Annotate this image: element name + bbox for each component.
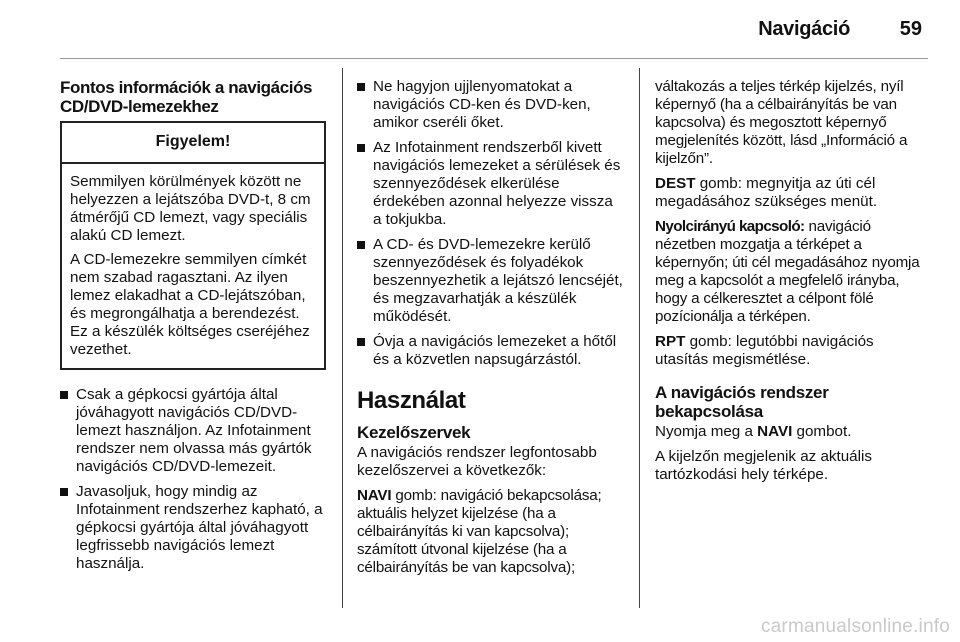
list-item [357, 139, 625, 229]
list-item [357, 333, 625, 369]
dest-key-label: DEST [655, 175, 696, 192]
square-bullet-icon [357, 338, 365, 346]
section-heading-disc-info: Fontos információk a navigációs CD/DVD-lemezekhez [60, 78, 313, 116]
warning-title: Figyelem! [62, 123, 324, 164]
column-1 [60, 78, 326, 580]
navi-key-label: NAVI [357, 487, 392, 504]
square-bullet-icon [357, 83, 365, 91]
page-number: 59 [899, 18, 922, 40]
dest-key-text: gomb: megnyitja az úti cél megadásához szükséges menüt. [655, 175, 878, 210]
disc-care-list [60, 386, 326, 573]
list-item-text: Az Infotainment rendszerből kivett navigációs lemezeket a sérülések és szennyeződések elkerülése érdekében azonnal helyezze vissza a tokjukba. [373, 139, 621, 228]
press-text-end: gombot. [792, 423, 852, 440]
section-title-usage: Használat [357, 387, 466, 414]
column-divider-2 [639, 68, 640, 608]
square-bullet-icon [60, 391, 68, 399]
joystick-key-text: navigáció nézetben mozgatja a térképet a képernyőn; úti cél megadásához nyomja meg a kapcsolót a megfelelő irányba, hogy a célkeresztet a célpont fölé pozícionálja a térképen. [655, 218, 920, 325]
switch-on-result: A kijelzőn megjelenik az aktuális tartózkodási hely térképe. [655, 448, 872, 483]
column-divider-1 [342, 68, 343, 608]
header-divider [60, 58, 928, 59]
watermark: carmanualsonline.info [760, 616, 950, 637]
disc-care-list-continued [357, 78, 625, 369]
navi-key-label: NAVI [757, 423, 793, 440]
subsection-title-controls: Kezelőszervek [357, 423, 471, 442]
rpt-button-description [655, 333, 927, 369]
list-item-text: Csak a gépkocsi gyártója által jóváhagyott navigációs CD/DVD-lemezt használjon. Az Infotainment rendszer nem olvassa más gyártók navigációs CD/DVD-lemezeit. [76, 386, 312, 475]
list-item-text: Javasoljuk, hogy mindig az Infotainment rendszerhez kapható, a gépkocsi gyártója által jóváhagyott legfrissebb navigációs lemezt használja. [76, 483, 323, 572]
square-bullet-icon [357, 144, 365, 152]
joystick-key-label: Nyolcirányú kapcsoló: [655, 218, 805, 235]
list-item [60, 386, 326, 476]
rpt-key-label: RPT [655, 333, 686, 350]
list-item [60, 483, 326, 573]
subsection-title-switch-on: A navigációs rendszer bekapcsolása [655, 383, 829, 421]
dest-button-description [655, 175, 927, 211]
list-item-text: A CD- és DVD-lemezekre kerülő szennyeződések és folyadékok beszennyezhetik a lejátszó lencséjét, és megzavarhatják a készülék működését. [373, 236, 623, 325]
square-bullet-icon [357, 241, 365, 249]
column-2 [357, 78, 625, 584]
warning-paragraph: A CD-lemezekre semmilyen címkét nem szabad ragasztani. Az ilyen lemez elakadhat a CD-lejátszóban, és megrongálhatja a berendezést. Ez a készülék költséges cseréjéhez vezethet. [70, 251, 310, 358]
rpt-key-text: gomb: legutóbbi navigációs utasítás megismétlése. [655, 333, 874, 368]
list-item-text: Ne hagyjon ujjlenyomatokat a navigációs CD-ken és DVD-ken, amikor cseréli őket. [373, 78, 591, 131]
warning-box [60, 121, 326, 370]
navi-button-description [357, 487, 625, 577]
list-item [357, 78, 625, 132]
list-item-text: Óvja a navigációs lemezeket a hőtől és a közvetlen napsugárzástól. [373, 333, 617, 368]
controls-intro: A navigációs rendszer legfontosabb kezelőszervei a következők: [357, 444, 597, 479]
warning-paragraph: Semmilyen körülmények között ne helyezzen a lejátszóba DVD-t, 8 cm átmérőjű CD lemezt, vagy speciális alakú CD lemezt. [70, 173, 311, 244]
warning-body [62, 164, 324, 368]
switch-on-instruction [655, 423, 927, 441]
header-title: Navigáció [758, 18, 850, 40]
list-item [357, 236, 625, 326]
press-text: Nyomja meg a [655, 423, 758, 440]
joystick-description [655, 218, 927, 326]
square-bullet-icon [60, 488, 68, 496]
column-3 [655, 78, 927, 491]
navi-key-text: gomb: navigáció bekapcsolása; aktuális helyzet kijelzése (ha a célbairányítás ki van kapcsolva); számított útvonal kijelzése (ha a célbairányítás be van kapcsolva); [357, 487, 602, 576]
navi-description-continued: váltakozás a teljes térkép kijelzés, nyíl képernyő (ha a célbairányítás be van kapcsolva) és megosztott képernyő megjelenítés között, lásd „Információ a kijelzőn”. [655, 78, 908, 167]
